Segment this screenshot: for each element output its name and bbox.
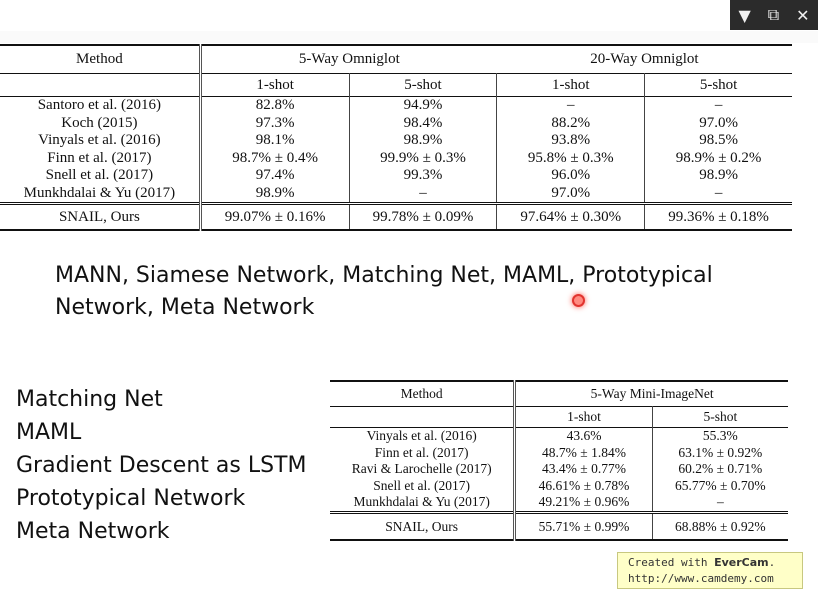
- value-cell: –: [497, 97, 645, 115]
- value-cell: 97.0%: [497, 185, 645, 204]
- method-cell: Santoro et al. (2016): [0, 97, 200, 115]
- list-item: MAML: [16, 420, 82, 445]
- method-cell: SNAIL, Ours: [330, 512, 515, 540]
- value-cell: 65.77% ± 0.70%: [675, 477, 766, 493]
- pointer-indicator: [572, 294, 585, 307]
- subheader-cell: 5-shot: [349, 74, 497, 97]
- value-cell: 98.7% ± 0.4%: [200, 150, 349, 168]
- value-cell: 88.2%: [497, 115, 645, 133]
- value-cell: 97.4%: [200, 167, 349, 185]
- method-cell: Ravi & Larochelle (2017): [330, 461, 515, 478]
- watermark-line: [628, 555, 802, 571]
- subheader-empty: [330, 407, 515, 428]
- table-row: [0, 167, 792, 185]
- list-item: Meta Network: [16, 519, 170, 544]
- value-cell: –: [716, 494, 724, 509]
- dropdown-icon[interactable]: ▼: [738, 5, 751, 25]
- value-cell: 97.64% ± 0.30%: [497, 204, 645, 231]
- value-cell: 99.36% ± 0.18%: [645, 204, 792, 231]
- window-toolbar: [730, 0, 818, 30]
- list-item: Prototypical Network: [16, 486, 246, 511]
- value-cell: 98.4%: [349, 115, 497, 133]
- table-row: [0, 97, 792, 115]
- method-cell: Munkhdalai & Yu (2017): [0, 185, 200, 204]
- subheader-cell: 1-shot: [515, 407, 652, 428]
- value-cell: 99.3%: [349, 167, 497, 185]
- method-cell: Finn et al. (2017): [0, 150, 200, 168]
- value-cell: 98.9%: [349, 132, 497, 150]
- omniglot-results-table: [0, 44, 792, 231]
- method-cell: Koch (2015): [0, 115, 200, 133]
- subheader-cell: 1-shot: [200, 74, 349, 97]
- value-cell: 99.07% ± 0.16%: [200, 204, 349, 231]
- subheader-cell: 5-shot: [645, 74, 792, 97]
- value-cell: –: [645, 97, 792, 115]
- method-cell: SNAIL, Ours: [0, 204, 200, 231]
- value-cell: 98.9%: [200, 185, 349, 204]
- table-row: [0, 150, 792, 168]
- watermark-url[interactable]: http://www.camdemy.com: [628, 572, 774, 585]
- watermark-suffix: .: [768, 556, 776, 569]
- watermark-brand: EverCam: [714, 556, 769, 569]
- value-cell: 55.71% ± 0.99%: [515, 512, 652, 540]
- value-cell: 98.9%: [699, 167, 738, 183]
- value-cell: 43.4% ± 0.77%: [515, 461, 652, 478]
- subheader-empty: [0, 74, 200, 97]
- close-icon[interactable]: ✕: [796, 5, 810, 25]
- method-header: Method: [0, 45, 200, 74]
- cropped-header-strip: [0, 31, 818, 43]
- value-cell: 82.8%: [200, 97, 349, 115]
- methods-list: [16, 383, 306, 548]
- group-header-5way: 5-Way Omniglot: [200, 45, 497, 74]
- table-row: [330, 445, 788, 462]
- restore-window-icon[interactable]: ⧉: [767, 5, 780, 24]
- value-cell: 98.1%: [200, 132, 349, 150]
- methods-note: [55, 260, 713, 324]
- value-cell: 43.6%: [515, 428, 652, 445]
- methods-note-line: Network, Meta Network: [55, 295, 315, 320]
- value-cell: 94.9%: [349, 97, 497, 115]
- method-cell: Vinyals et al. (2016): [330, 428, 515, 445]
- value-cell: 96.0%: [497, 167, 645, 185]
- methods-note-line: MANN, Siamese Network, Matching Net, MAML, Prototypical: [55, 263, 713, 288]
- value-cell: 68.88% ± 0.92%: [652, 512, 788, 540]
- list-item: Matching Net: [16, 387, 163, 412]
- value-cell: 99.9% ± 0.3%: [349, 150, 497, 168]
- value-cell: 55.3%: [652, 428, 788, 445]
- value-cell: 48.7% ± 1.84%: [515, 445, 652, 462]
- value-cell: 97.3%: [200, 115, 349, 133]
- mini-imagenet-results-table: [330, 380, 788, 541]
- list-item: Gradient Descent as LSTM: [16, 453, 307, 478]
- value-cell: –: [714, 184, 723, 201]
- group-header-20way: 20-Way Omniglot: [497, 45, 792, 74]
- value-cell: 93.8%: [497, 132, 645, 150]
- value-cell: 98.5%: [699, 132, 738, 148]
- table-row: [0, 185, 792, 204]
- table-row: [330, 428, 788, 445]
- watermark-prefix: Created with: [628, 556, 715, 569]
- method-cell: Snell et al. (2017): [330, 478, 515, 495]
- method-header: Method: [330, 381, 515, 407]
- value-cell: 97.0%: [699, 114, 738, 131]
- subheader-cell: 5-shot: [652, 407, 788, 428]
- value-cell: –: [349, 185, 497, 204]
- table-header-row: [330, 381, 788, 407]
- method-cell: Munkhdalai & Yu (2017): [330, 494, 515, 512]
- value-cell: 46.61% ± 0.78%: [515, 478, 652, 495]
- value-cell: 98.9% ± 0.2%: [675, 149, 762, 166]
- evercam-watermark: [617, 552, 803, 589]
- value-cell: 99.78% ± 0.09%: [349, 204, 497, 231]
- table-row: [0, 132, 792, 150]
- value-cell: 60.2% ± 0.71%: [678, 461, 763, 476]
- method-cell: Finn et al. (2017): [330, 445, 515, 462]
- subheader-cell: 1-shot: [497, 74, 645, 97]
- method-cell: Vinyals et al. (2016): [0, 132, 200, 150]
- value-cell: 95.8% ± 0.3%: [497, 150, 645, 168]
- method-cell: Snell et al. (2017): [0, 167, 200, 185]
- table-row-ours: [330, 512, 788, 540]
- value-cell: 63.1% ± 0.92%: [678, 444, 763, 460]
- table-subheader-row: [0, 74, 792, 97]
- table-row: [330, 461, 788, 478]
- table-row: [330, 478, 788, 495]
- table-row: [330, 494, 788, 512]
- table-row: [0, 115, 792, 133]
- table-header-row: [0, 45, 792, 74]
- group-header-5way-mini: 5-Way Mini-ImageNet: [515, 381, 788, 407]
- table-row-ours: [0, 204, 792, 231]
- table-subheader-row: [330, 407, 788, 428]
- value-cell: 49.21% ± 0.96%: [515, 494, 652, 512]
